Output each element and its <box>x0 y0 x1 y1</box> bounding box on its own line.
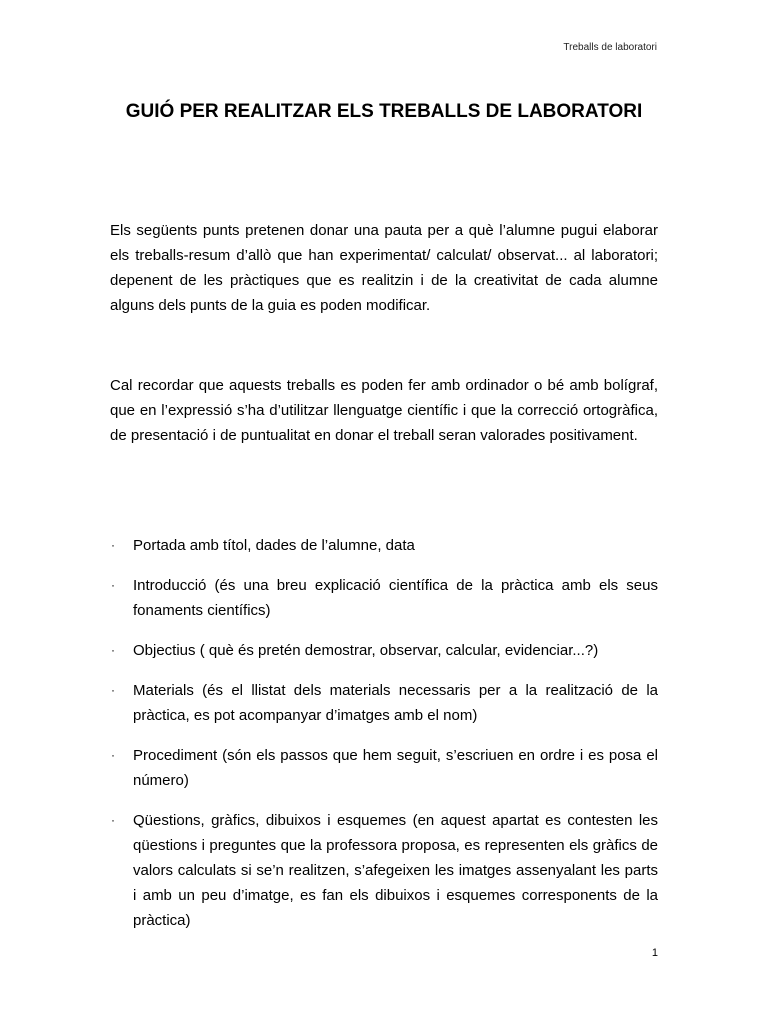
document-title: GUIÓ PER REALITZAR ELS TREBALLS DE LABORATORI <box>125 101 643 122</box>
bullet-icon: · <box>111 813 115 827</box>
list-item <box>110 743 658 793</box>
list-item <box>110 573 658 623</box>
list-item <box>110 678 658 728</box>
guide-item-list <box>110 533 658 948</box>
list-item-text: Qüestions, gràfics, dibuixos i esquemes (en aquest apartat es contesten les qüestions i preguntes que la professora proposa, es representen els gràfics de valors calculats si se’n realitzen, s’afegeixen les imatges assenyalant les parts i amb un peu d’imatge, es fan els dibuixos i esquemes corresponents de la pràctica) <box>133 812 658 929</box>
bullet-icon: · <box>111 683 115 697</box>
list-item <box>110 533 658 558</box>
list-item-text: Introducció (és una breu explicació científica de la pràctica amb els seus fonaments científics) <box>133 577 658 619</box>
list-item-text: Portada amb títol, dades de l’alumne, data <box>133 537 415 554</box>
bullet-icon: · <box>111 748 115 762</box>
bullet-icon: · <box>111 578 115 592</box>
list-item-text: Procediment (són els passos que hem seguit, s’escriuen en ordre i es posa el número) <box>133 747 658 789</box>
bullet-icon: · <box>111 538 115 552</box>
list-item <box>110 638 658 663</box>
running-header: Treballs de laboratori <box>563 42 657 53</box>
intro-paragraph: Els següents punts pretenen donar una pauta per a què l’alumne pugui elaborar els treballs-resum d’allò que han experimentat/ calculat/ observat... al laboratori; depenent de les pràctiques que es realitzin i de la creativitat de cada alumne alguns dels punts de la guia es poden modificar. <box>110 222 658 314</box>
reminder-paragraph: Cal recordar que aquests treballs es poden fer amb ordinador o bé amb bolígraf, que en l’expressió s’ha d’utilitzar llenguatge científic i que la correcció ortogràfica, de presentació i de puntualitat en donar el treball seran valorades positivament. <box>110 377 658 444</box>
list-item-text: Materials (és el llistat dels materials necessaris per a la realització de la pràctica, es pot acompanyar d’imatges amb el nom) <box>133 682 658 724</box>
bullet-icon: · <box>111 643 115 657</box>
list-item-text: Objectius ( què és pretén demostrar, observar, calcular, evidenciar...?) <box>133 642 599 659</box>
list-item <box>110 808 658 933</box>
page-number: 1 <box>651 947 658 959</box>
